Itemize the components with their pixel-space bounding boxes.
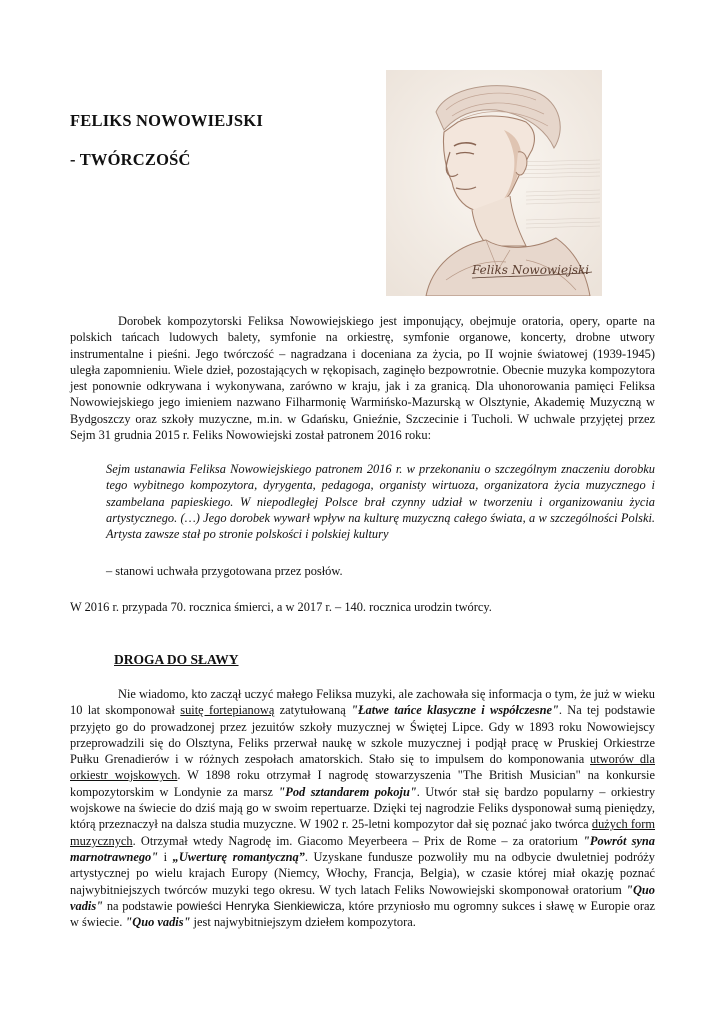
document-title: FELIKS NOWOWIEJSKI [70, 111, 263, 130]
section-paragraph [70, 686, 655, 930]
resolution-quote: Sejm ustanawia Feliksa Nowowiejskiego patronem 2016 r. w przekonaniu o szczególnym znaczeniu dorobku tego wybitnego kompozytora, dyrygenta, pedagoga, organisty wirtuoza, organizatora życia muzycznego i szambelana papieskiego. W niepodległej Polsce brał czynny udział w tworzeniu i organizowaniu życia artystycznego. (…) Jego dorobek wywarł wpływ na kulturę muzyczną całego świata, a w szczególności Polski. Artysta zawsze stał po stronie polskości i polskiej kultury [106, 462, 655, 542]
portrait-drawing [386, 70, 602, 296]
work-title: "Quo vadis" [125, 915, 191, 930]
work-title: "Powrót syna marnotrawnego" [70, 833, 655, 864]
text-run: . Otrzymał wtedy Nagrodę im. Giacomo Meyerbeera – Prix de Rome – za oratorium [132, 833, 584, 848]
text-run: , które przyniosło mu ogromny sukces i sławę w Europie oraz w świecie. [70, 898, 655, 930]
work-title: "Quo vadis" [70, 882, 655, 913]
section-heading: DROGA DO SŁAWY [114, 652, 239, 667]
text-run: i [158, 849, 173, 864]
text-run: na podstawie [103, 898, 177, 913]
text-run: . W 1898 roku otrzymał I nagrodę stowarzyszenia "The British Musician" na konkursie kompozytorskim w Londynie za marsz [70, 768, 655, 799]
novel-reference: powieści Henryka Sienkiewicza [176, 898, 342, 913]
link-large-forms[interactable]: dużych form muzycznych [70, 817, 656, 848]
link-military-works[interactable]: utworów dla orkiestr wojskowych [70, 752, 655, 783]
intro-paragraph: Dorobek kompozytorski Feliksa Nowowiejskiego jest imponujący, obejmuje oratoria, opery, oparte na polskich tańcach ludowych balety, symfonie na orkiestrę, symfonie organowe, koncerty, drobne utwory instrumentalne i pieśni. Jego twórczość – nagradzana i doceniana za życia, po II wojnie światowej (1939-1945) uległa zapomnieniu. Wiele dzieł, pozostających w rękopisach, zaginęło bezpowrotnie. Obecnie muzyka kompozytora jest ponownie odkrywana i wykonywana, zarówno w kraju, jak i za granicą. Dla uhonorowania pamięci Feliksa Nowowiejskiego jego imieniem nazwano Filharmonię Warmińsko-Mazurską w Olsztynie, Akademię Muzyczną w Bydgoszczy oraz szkoły muzyczne, m.in. w Gdańsku, Gnieźnie, Szczecinie i Tucholi. W uchwale przyjętej przez Sejm 31 grudnia 2015 r. Feliks Nowowiejski został patronem 2016 roku: [70, 314, 655, 443]
text-run: zatytułowaną [274, 703, 352, 718]
link-piano-suite[interactable]: suitę fortepianową [180, 703, 275, 718]
anniversary-note: W 2016 r. przypada 70. rocznica śmierci, a w 2017 r. – 140. rocznica urodzin twórcy. [70, 600, 492, 614]
work-title: „Uwerturę romantyczną” [172, 849, 305, 864]
text-run: jest najwybitniejszym dziełem kompozytora. [190, 915, 416, 930]
portrait-sketch [386, 70, 602, 296]
work-title: "Łatwe tańce klasyczne i współczesne" [351, 703, 559, 718]
portrait-signature: Feliks Nowowiejski [472, 263, 590, 277]
document-subtitle: - TWÓRCZOŚĆ [70, 150, 191, 169]
text-run: Nie wiadomo, kto zaczął uczyć małego Feliksa muzyki, ale zachowała się informacja o tym, że już w wieku 10 lat skomponował [70, 687, 655, 718]
quote-attribution: – stanowi uchwała przygotowana przez posłów. [106, 564, 343, 578]
text-run: . Utwór stał się bardzo popularny – orkiestry wojskowe na świecie do dziś mają go w swoim repertuarze. Dzięki tej nagrodzie Feliks dysponował sumą pieniędzy, którą przeznaczył na dalsza studia muzyczne. W 1902 r. 25-letni kompozytor dał się poznać jako twórca [70, 784, 656, 832]
text-run: . Uzyskane fundusze pozwoliły mu na odbycie dwuletniej podróży artystycznej po wielu krajach Europy (Niemcy, Włochy, Francja, Belgia), w czasie której miał okazję poznać najwybitniejszych twórców muzyki tego okresu. W tych latach Feliks Nowowiejski skomponował oratorium [70, 849, 655, 897]
work-title: "Pod sztandarem pokoju" [278, 784, 417, 799]
text-run: . Na tej podstawie przyjęto go do prowadzonej przez jezuitów szkoły muzycznej w Świętej Lipce. Gdy w 1893 roku Nowowiejscy przeprowadzili się do Olsztyna, Feliks przerwał naukę w szkole muzycznej i podjął pracę w Pruskiej Orkiestrze Pułku Grenadierów i w różnych zespołach amatorskich. Stało się to impulsem do komponowania [70, 703, 655, 767]
